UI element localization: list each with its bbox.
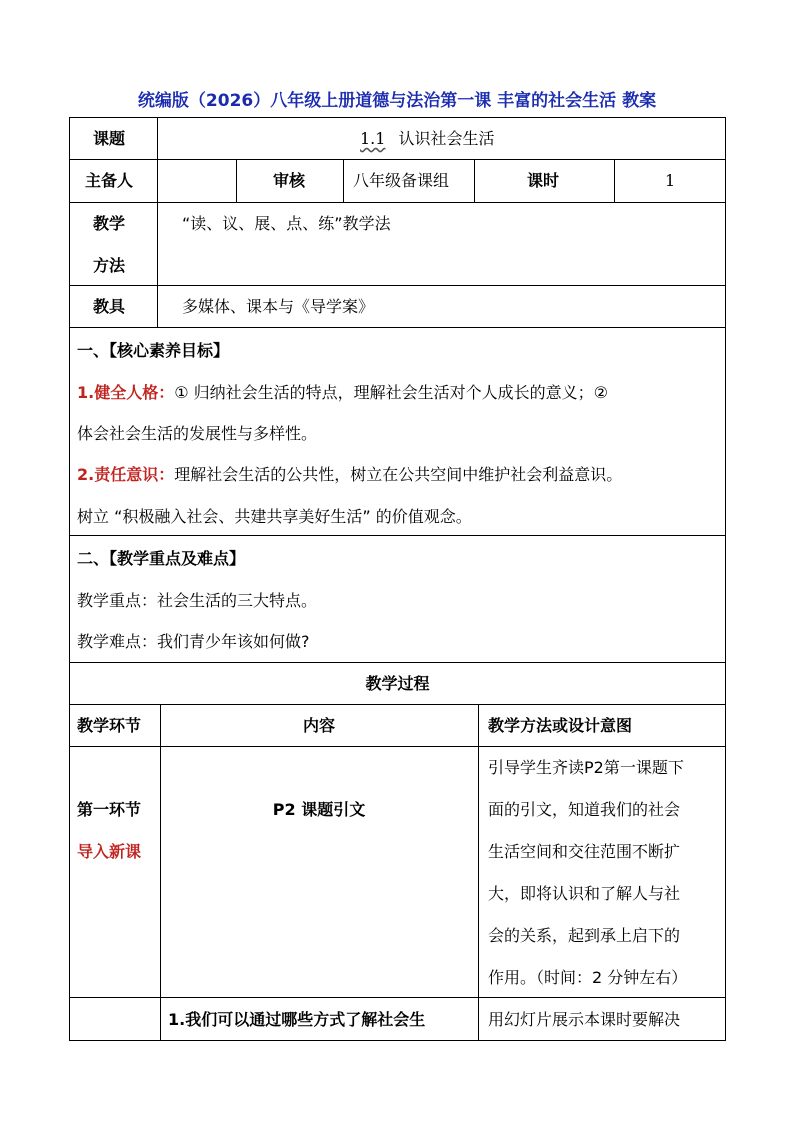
- stage1-intent-line: 作用。（时间：2 分钟左右）: [488, 968, 688, 987]
- goal2-line1: 理解社会生活的公共性，树立在公共空间中维护社会利益意识。: [174, 465, 623, 484]
- tools-label: 教具: [93, 297, 126, 316]
- topic-label: 课题: [93, 129, 126, 148]
- keypoints-heading: 二、【教学重点及难点】: [77, 549, 246, 568]
- goal1-line2: 体会社会生活的发展性与多样性。: [77, 424, 318, 443]
- topic-number: 1.1: [360, 129, 386, 148]
- stage2-intent: 用幻灯片展示本课时要解决: [488, 1010, 681, 1029]
- topic-value: 认识社会生活: [398, 129, 495, 148]
- column-header-intent: 教学方法或设计意图: [488, 716, 633, 735]
- hours-value: 1: [665, 171, 676, 190]
- goal1-label: 1.健全人格：: [77, 383, 175, 402]
- stage1-intent-line: 会的关系，起到承上启下的: [488, 926, 681, 945]
- stage1-content: P2 课题引文: [272, 800, 366, 819]
- stage2-content: 1.我们可以通过哪些方式了解社会生: [168, 1010, 426, 1029]
- stage1-label: 第一环节: [77, 800, 142, 819]
- goal2-line2: 树立 “积极融入社会、共建共享美好生活” 的价值观念。: [77, 507, 472, 526]
- goals-heading: 一、【核心素养目标】: [77, 341, 230, 360]
- lesson-plan-table: [69, 117, 726, 1040]
- reviewer-value: 八年级备课组: [353, 171, 450, 190]
- teaching-difficulty: 教学难点：我们青少年该如何做?: [77, 632, 310, 651]
- goal2-label: 2.责任意识：: [77, 465, 175, 484]
- document-title: 统编版（2026）八年级上册道德与法治第一课 丰富的社会生活 教案: [137, 91, 657, 111]
- stage1-intent-line: 大，即将认识和了解人与社: [488, 884, 681, 903]
- stage1-intent-line: 引导学生齐读P2第一课题下: [488, 758, 684, 777]
- method-value: “读、议、展、点、练”教学法: [182, 214, 391, 233]
- stage1-intent-line: 面的引文，知道我们的社会: [488, 800, 681, 819]
- process-heading: 教学过程: [365, 674, 430, 693]
- stage1-name: 导入新课: [77, 842, 142, 861]
- column-header-content: 内容: [302, 716, 335, 735]
- method-label-line1: 教学: [93, 214, 126, 233]
- stage1-intent-line: 生活空间和交往范围不断扩: [488, 842, 681, 861]
- reviewer-label: 审核: [273, 171, 306, 190]
- teaching-focus: 教学重点：社会生活的三大特点。: [77, 591, 318, 610]
- column-header-stage: 教学环节: [77, 716, 142, 735]
- hours-label: 课时: [527, 171, 560, 190]
- goal1-line1: ① 归纳社会生活的特点，理解社会生活对个人成长的意义；②: [174, 383, 608, 402]
- preparer-label: 主备人: [85, 171, 134, 190]
- method-label-line2: 方法: [93, 256, 126, 275]
- tools-value: 多媒体、课本与《导学案》: [182, 297, 375, 316]
